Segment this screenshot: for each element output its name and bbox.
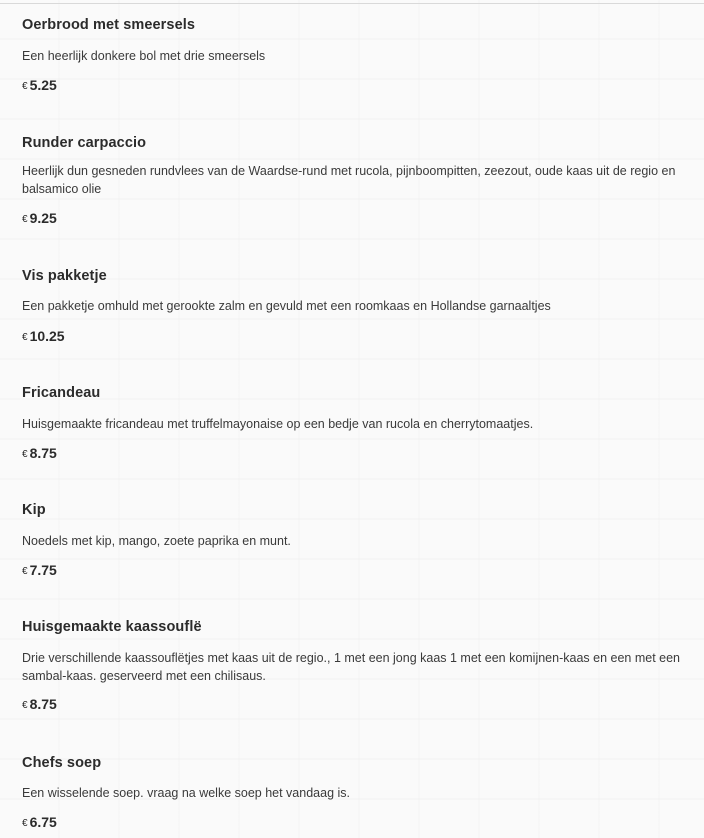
currency-symbol: €	[22, 566, 28, 577]
menu-item-title: Oerbrood met smeersels	[22, 17, 196, 33]
menu-item-price	[22, 814, 57, 830]
currency-symbol: €	[22, 449, 28, 460]
menu-item-price	[22, 77, 57, 93]
menu-item-title: Fricandeau	[22, 385, 101, 401]
price-value: 6.75	[29, 814, 57, 830]
price-value: 8.75	[29, 696, 57, 712]
menu-item-price	[22, 562, 57, 578]
price-value: 5.25	[29, 77, 57, 93]
menu-item-description: Drie verschillende kaassouflëtjes met kaas uit de regio., 1 met een jong kaas 1 met een komijnen-kaas en een met een sambal-kaas. geserveerd met een chilisaus.	[22, 651, 681, 683]
menu-item-description: Huisgemaakte fricandeau met truffelmayonaise op een bedje van rucola en cherrytomaatjes.	[22, 417, 534, 431]
menu-item-description: Een pakketje omhuld met gerookte zalm en gevuld met een roomkaas en Hollandse garnaaltjes	[22, 299, 551, 313]
menu-item-description: Een wisselende soep. vraag na welke soep het vandaag is.	[22, 786, 350, 800]
menu-item-description: Noedels met kip, mango, zoete paprika en munt.	[22, 534, 291, 548]
menu-item-price	[22, 696, 57, 712]
menu-item-title: Huisgemaakte kaassouflë	[22, 619, 202, 635]
menu-item-title: Runder carpaccio	[22, 135, 147, 151]
menu-item-price	[22, 445, 57, 461]
menu-item-title: Kip	[22, 502, 46, 518]
menu-item-title: Chefs soep	[22, 755, 102, 771]
top-divider	[0, 3, 704, 4]
menu-item-price	[22, 328, 65, 344]
currency-symbol: €	[22, 81, 28, 92]
price-value: 10.25	[29, 328, 65, 344]
price-value: 9.25	[29, 210, 57, 226]
currency-symbol: €	[22, 214, 28, 225]
price-value: 7.75	[29, 562, 57, 578]
price-value: 8.75	[29, 445, 57, 461]
menu-item-title: Vis pakketje	[22, 268, 107, 284]
menu-item-price	[22, 210, 57, 226]
menu-item-description: Heerlijk dun gesneden rundvlees van de Waardse-rund met rucola, pijnboompitten, zeezout, oude kaas uit de regio en balsamico olie	[22, 164, 676, 196]
currency-symbol: €	[22, 700, 28, 711]
currency-symbol: €	[22, 818, 28, 829]
menu-item-description: Een heerlijk donkere bol met drie smeersels	[22, 49, 266, 63]
currency-symbol: €	[22, 332, 28, 343]
